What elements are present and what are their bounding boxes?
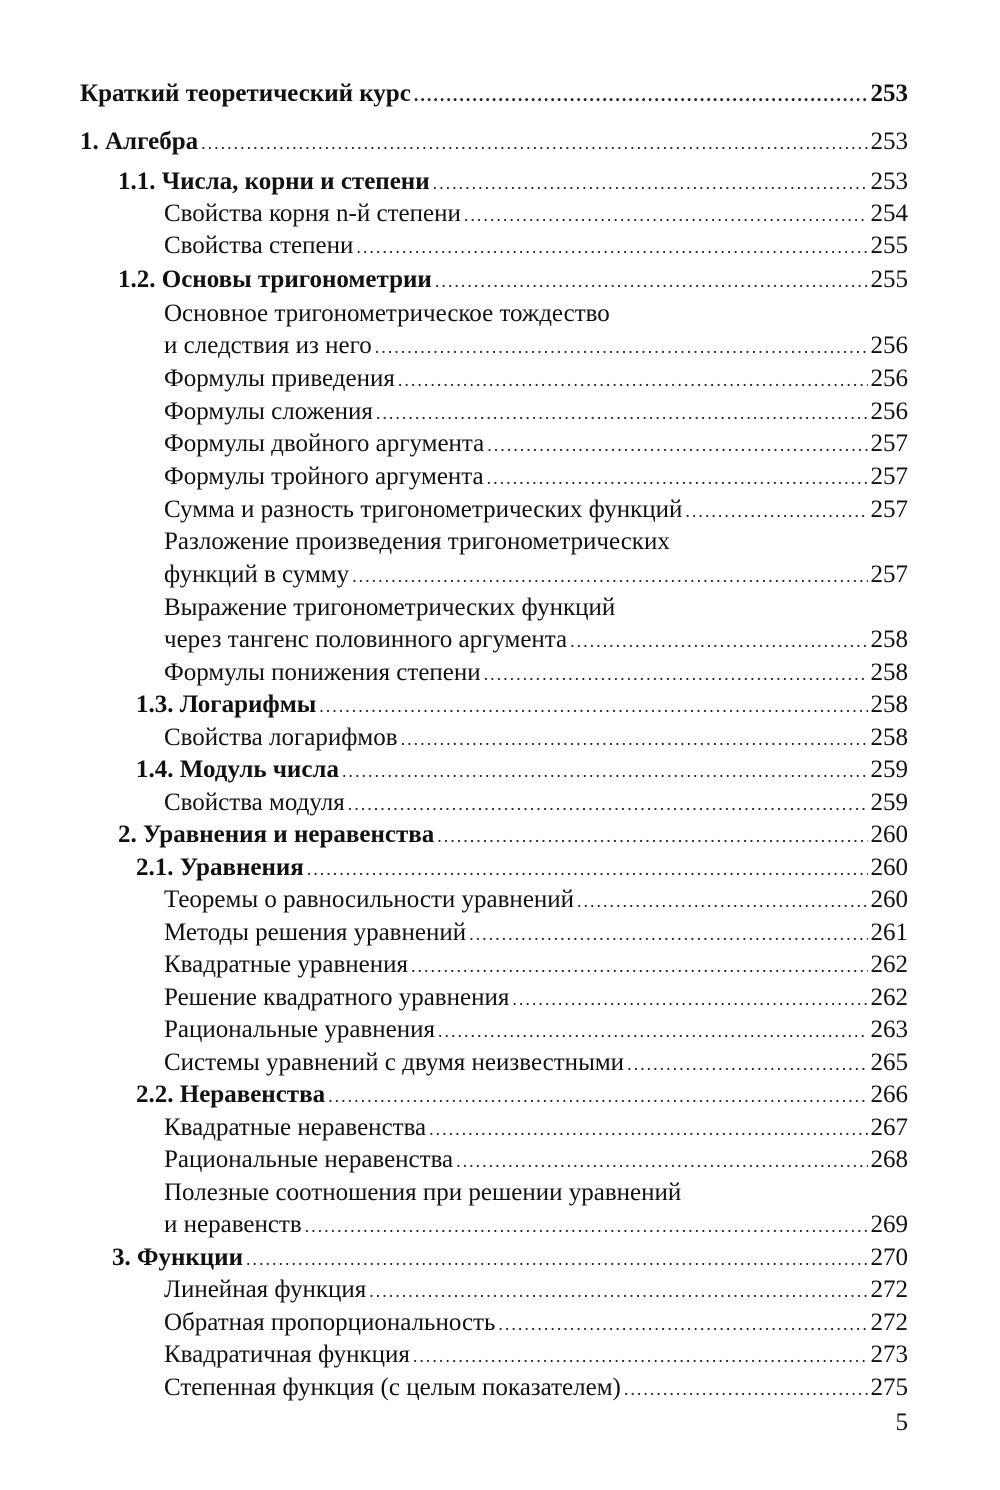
toc-entry: и неравенств ..... 269 — [164, 1209, 908, 1241]
toc-entry: 1.3. Логарифмы ..... 258 — [136, 689, 908, 721]
toc-entry-line: Полезные соотношения при решении уравнений — [164, 1179, 682, 1206]
toc-entry: Степенная функция (с целым показателем) ..... 275 — [164, 1372, 908, 1404]
toc-entry: 1. Алгебра ..... 253 — [80, 126, 908, 158]
toc-entry: 1.2. Основы тригонометрии ..... 255 — [118, 264, 908, 296]
toc-entry: Системы уравнений с двумя неизвестными ..... 265 — [164, 1047, 908, 1079]
toc-entry: функций в сумму ..... 257 — [164, 559, 908, 591]
toc-entry: Квадратные неравенства ..... 267 — [164, 1112, 908, 1144]
toc-entry: Сумма и разность тригонометрических функций ..... 257 — [164, 494, 908, 526]
toc-entry: Квадратичная функция ..... 273 — [164, 1339, 908, 1371]
toc-entry: Методы решения уравнений ..... 261 — [164, 917, 908, 949]
toc-entry: 2.1. Уравнения ..... 260 — [136, 852, 908, 884]
toc-entry: Формулы тройного аргумента ..... 257 — [164, 461, 908, 493]
toc-entry-line: Выражение тригонометрических функций — [164, 594, 616, 621]
toc-entry: Свойства корня n-й степени ..... 254 — [164, 198, 908, 230]
toc-entry: Рациональные неравенства ..... 268 — [164, 1144, 908, 1176]
toc-entry: Обратная пропорциональность ..... 272 — [164, 1307, 908, 1339]
toc-entry-line: Основное тригонометрическое тождество — [164, 300, 610, 327]
toc-entry: Свойства степени ..... 255 — [164, 230, 908, 262]
toc-entry: Формулы двойного аргумента ..... 257 — [164, 428, 908, 460]
toc-entry: 1.4. Модуль числа ..... 259 — [136, 754, 908, 786]
toc-entry: Рациональные уравнения ..... 263 — [164, 1014, 908, 1046]
page-number: 5 — [895, 1409, 908, 1436]
toc-entry: и следствия из него ..... 256 — [164, 330, 908, 362]
toc-entry: 3. Функции ..... 270 — [112, 1242, 908, 1274]
toc-entry: Формулы приведения ..... 256 — [164, 363, 908, 395]
toc-entry: Формулы понижения степени ..... 258 — [164, 657, 908, 689]
toc-entry: Решение квадратного уравнения ..... 262 — [164, 982, 908, 1014]
toc-entry: Формулы сложения ..... 256 — [164, 396, 908, 428]
toc-entry: Свойства логарифмов ..... 258 — [164, 722, 908, 754]
toc-entry-line: Разложение произведения тригонометрических — [164, 528, 670, 555]
toc-entry: Линейная функция ..... 272 — [164, 1274, 908, 1306]
toc-entry: Краткий теоретический курс ..... 253 — [80, 78, 908, 110]
toc-entry: через тангенс половинного аргумента ..... 258 — [164, 624, 908, 656]
toc-entry: Теоремы о равносильности уравнений ..... 260 — [164, 884, 908, 916]
toc-entry: 1.1. Числа, корни и степени ..... 253 — [118, 166, 908, 198]
toc-entry: Квадратные уравнения ..... 262 — [164, 949, 908, 981]
toc-entry: 2. Уравнения и неравенства ..... 260 — [118, 819, 908, 851]
toc-entry: 2.2. Неравенства ..... 266 — [136, 1079, 908, 1111]
toc-entry: Свойства модуля ..... 259 — [164, 787, 908, 819]
